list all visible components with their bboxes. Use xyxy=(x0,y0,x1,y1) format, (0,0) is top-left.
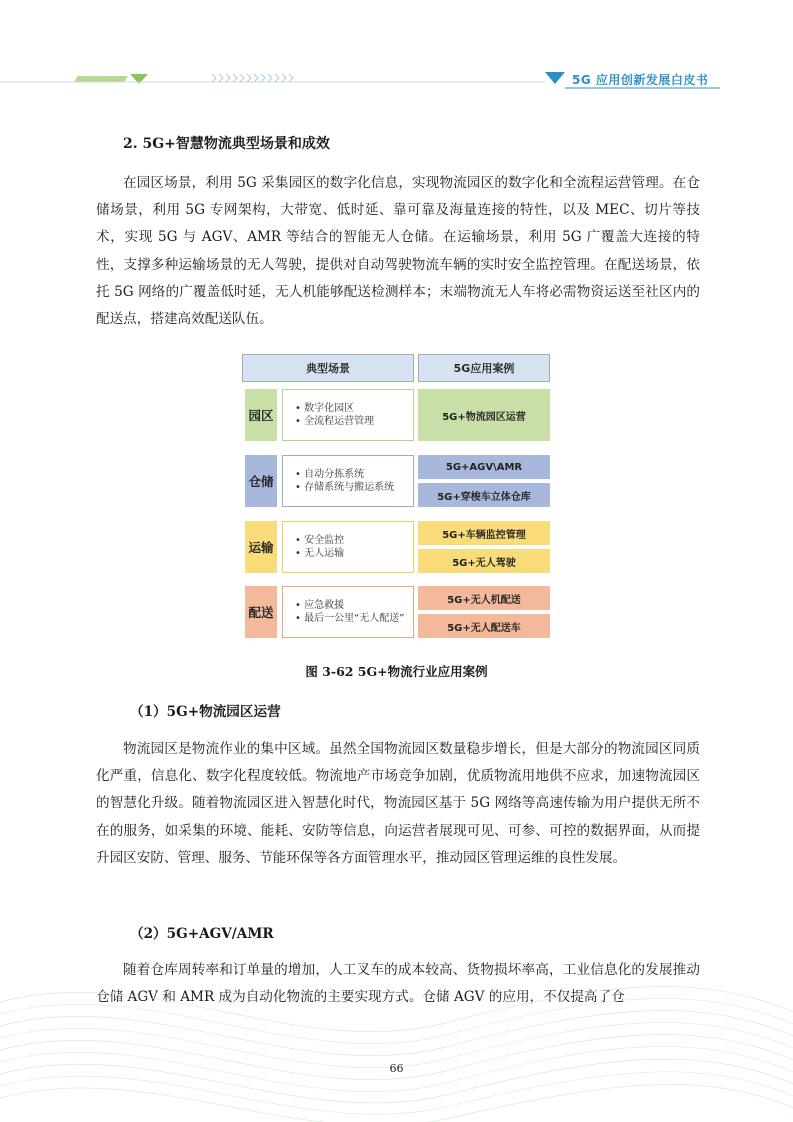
case-agv-amr: 5G+AGV\AMR xyxy=(418,455,550,479)
case-shuttle-warehouse: 5G+穿梭车立体仓库 xyxy=(418,483,550,507)
subsection-title-2: （2）5G+AGV/AMR xyxy=(130,926,274,942)
figure-header-scenario: 典型场景 xyxy=(242,354,414,382)
list-item: • 安全监控 xyxy=(295,535,345,546)
subsection-title-1: （1）5G+物流园区运营 xyxy=(130,704,281,720)
scenario-list-transport xyxy=(282,521,414,573)
list-item: • 无人运输 xyxy=(295,548,345,559)
category-park: 园区 xyxy=(245,389,277,441)
header-title: 5G 应用创新发展白皮书 xyxy=(572,73,709,87)
scenario-list-park xyxy=(282,389,414,441)
page-header xyxy=(0,62,793,94)
subsection-paragraph-1: 物流园区是物流作业的集中区域。虽然全国物流园区数量稳步增长，但是大部分的物流园区同质化严重，信息化、数字化程度较低。物流地产市场竞争加剧，优质物流用地供不应求，加速物流园区的智慧化升级。随着物流园区进入智慧化时代，物流园区基于 5G 网络等高速传输为用户提供无所不在的服务，如采集的环境、能耗、安防等信息，向运营者展现可见、可参、可控的数据界面，从而提升园区安防、管理、服务、节能环保等各方面管理水平，推动园区管理运维的良性发展。 xyxy=(96,741,700,866)
case-drone-delivery: 5G+无人机配送 xyxy=(418,586,550,610)
list-item: • 应急救援 xyxy=(295,600,345,611)
list-item: • 全流程运营管理 xyxy=(295,416,375,427)
case-unmanned-delivery-vehicle: 5G+无人配送车 xyxy=(418,614,550,638)
list-item: • 自动分拣系统 xyxy=(295,469,365,480)
section-title: 2. 5G+智慧物流典型场景和成效 xyxy=(123,136,330,152)
scenario-list-warehouse xyxy=(282,455,414,507)
figure-caption: 图 3-62 5G+物流行业应用案例 xyxy=(305,664,488,679)
subsection-paragraph-2: 随着仓库周转率和订单量的增加，人工叉车的成本较高、货物损坏率高，工业信息化的发展推动仓储 AGV 和 AMR 成为自动化物流的主要实现方式。仓储 AGV 的应用，不仅提高了仓 xyxy=(96,962,700,1006)
category-delivery: 配送 xyxy=(245,586,277,638)
list-item: • 数字化园区 xyxy=(295,403,355,414)
scenario-list-delivery xyxy=(282,586,414,638)
case-vehicle-monitoring: 5G+车辆监控管理 xyxy=(418,521,550,545)
list-item: • 存储系统与搬运系统 xyxy=(295,482,395,493)
category-warehouse: 仓储 xyxy=(245,455,277,507)
intro-paragraph: 在园区场景，利用 5G 采集园区的数字化信息，实现物流园区的数字化和全流程运营管理。在仓储场景，利用 5G 专网架构，大带宽、低时延、靠可靠及海量连接的特性，以及 MEC、切片等技术，实现 5G 与 AGV、AMR 等结合的智能无人仓储。在运输场景，利用 5G 广覆盖大连接的特性，支撑多种运输场景的无人驾驶，提供对自动驾驶物流车辆的实时安全监控管理。在配送场景，依托 5G 网络的广覆盖低时延，无人机能够配送检测样本；末端物流无人车将必需物资运送至社区内的配送点，搭建高效配送队伍。 xyxy=(96,175,700,328)
list-item: • 最后一公里“无人配送” xyxy=(295,613,405,624)
category-transport: 运输 xyxy=(245,521,277,573)
case-park-operation: 5G+物流园区运营 xyxy=(418,389,550,441)
case-autonomous-driving: 5G+无人驾驶 xyxy=(418,549,550,573)
page-number: 66 xyxy=(389,1062,404,1075)
figure-header-case: 5G应用案例 xyxy=(418,354,550,382)
wave-decoration xyxy=(0,942,793,1122)
